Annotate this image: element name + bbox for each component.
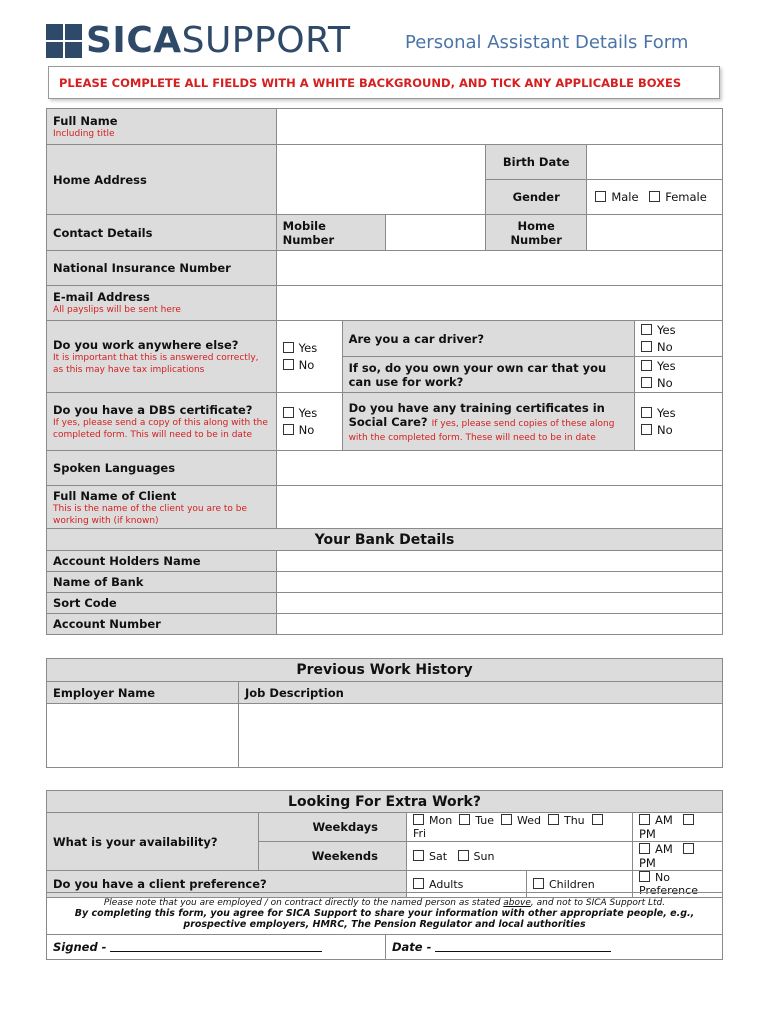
wed-checkbox[interactable]: Wed xyxy=(501,814,541,827)
sun-checkbox[interactable]: Sun xyxy=(458,850,495,863)
thu-checkbox[interactable]: Thu xyxy=(548,814,585,827)
checkbox-icon xyxy=(649,191,660,202)
checkbox-icon xyxy=(283,342,294,353)
checkbox-icon xyxy=(641,324,652,335)
declaration-text xyxy=(47,893,723,935)
email-field[interactable] xyxy=(276,286,722,321)
checkbox-icon xyxy=(641,360,652,371)
bank-name-label: Name of Bank xyxy=(47,572,277,593)
work-history-heading: Previous Work History xyxy=(47,659,723,682)
work-elsewhere-options xyxy=(276,321,342,393)
account-number-field[interactable] xyxy=(277,614,723,635)
training-label: Do you have any training certificates in Social Care? If yes, please send copies of these along with the completed form. These will need to be in date xyxy=(342,393,634,451)
checkbox-icon xyxy=(641,341,652,352)
page-title: Personal Assistant Details Form xyxy=(405,32,689,53)
no-preference-checkbox[interactable]: No Preference xyxy=(639,871,698,897)
logo: SICASUPPORT xyxy=(86,20,351,61)
declaration-table xyxy=(46,892,723,960)
car-driver-yes-checkbox[interactable]: Yes xyxy=(641,322,716,339)
work-elsewhere-yes-checkbox[interactable]: Yes xyxy=(283,340,336,357)
checkbox-icon xyxy=(283,407,294,418)
checkbox-icon xyxy=(283,424,294,435)
personal-details-table xyxy=(46,108,723,530)
checkbox-icon xyxy=(639,843,650,854)
training-yes-checkbox[interactable]: Yes xyxy=(641,405,716,422)
mobile-number-label: Mobile Number xyxy=(276,215,386,251)
weekends-label: Weekends xyxy=(259,842,407,871)
checkbox-icon xyxy=(639,814,650,825)
adults-checkbox[interactable]: Adults xyxy=(413,878,463,891)
account-holder-label: Account Holders Name xyxy=(47,551,277,572)
checkbox-icon xyxy=(548,814,559,825)
job-description-field[interactable] xyxy=(239,704,723,768)
car-driver-label: Are you a car driver? xyxy=(342,321,634,357)
checkbox-icon xyxy=(641,424,652,435)
dbs-options xyxy=(276,393,342,451)
checkbox-icon xyxy=(533,878,544,889)
mobile-number-field[interactable] xyxy=(386,215,486,251)
bank-name-field[interactable] xyxy=(277,572,723,593)
training-no-checkbox[interactable]: No xyxy=(641,422,716,439)
children-checkbox[interactable]: Children xyxy=(533,878,595,891)
work-history-table xyxy=(46,658,723,768)
contact-details-label: Contact Details xyxy=(47,215,277,251)
date-line xyxy=(435,941,611,952)
weekdays-pm-checkbox[interactable]: PM xyxy=(639,813,699,841)
birth-date-field[interactable] xyxy=(587,145,723,180)
sort-code-label: Sort Code xyxy=(47,593,277,614)
work-elsewhere-no-checkbox[interactable]: No xyxy=(283,357,336,374)
own-car-options xyxy=(635,357,723,393)
checkbox-icon xyxy=(683,814,694,825)
logo-icon xyxy=(46,24,82,58)
employer-name-field[interactable] xyxy=(47,704,239,768)
home-address-field[interactable] xyxy=(276,145,486,215)
employment-note: Please note that you are employed / on contract directly to the named person as stated above, and not to SICA Support Ltd. xyxy=(103,897,666,908)
date-field[interactable]: Date - xyxy=(386,935,723,960)
weekends-pm-checkbox[interactable]: PM xyxy=(639,842,699,870)
consent-note: By completing this form, you agree for SICA Support to share your information with other appropriate people, e.g., prospective employers, HMRC, The Pension Regulator and local authorities xyxy=(74,907,695,930)
weekdays-label: Weekdays xyxy=(259,813,407,842)
bank-details-heading: Your Bank Details xyxy=(47,529,723,551)
checkbox-icon xyxy=(459,814,470,825)
own-car-yes-checkbox[interactable]: Yes xyxy=(641,358,716,375)
home-number-label: Home Number xyxy=(486,215,587,251)
languages-field[interactable] xyxy=(276,451,722,486)
sort-code-field[interactable] xyxy=(277,593,723,614)
account-holder-field[interactable] xyxy=(277,551,723,572)
dbs-no-checkbox[interactable]: No xyxy=(283,422,336,439)
client-preference-label: Do you have a client preference? xyxy=(47,871,407,898)
extra-work-table xyxy=(46,790,723,898)
employer-name-label: Employer Name xyxy=(47,682,239,704)
checkbox-icon xyxy=(458,850,469,861)
checkbox-icon xyxy=(283,359,294,370)
extra-work-heading: Looking For Extra Work? xyxy=(47,791,723,813)
ni-number-field[interactable] xyxy=(276,251,722,286)
dbs-label: Do you have a DBS certificate? If yes, please send a copy of this along with the completed form. This will need to be in date xyxy=(47,393,277,451)
car-driver-options xyxy=(635,321,723,357)
checkbox-icon xyxy=(413,850,424,861)
checkbox-icon xyxy=(413,814,424,825)
email-label: E-mail Address All payslips will be sent here xyxy=(47,286,277,321)
tue-checkbox[interactable]: Tue xyxy=(459,814,494,827)
weekends-am-checkbox[interactable]: AM xyxy=(639,842,673,856)
training-options xyxy=(635,393,723,451)
languages-label: Spoken Languages xyxy=(47,451,277,486)
bank-details-table xyxy=(46,528,723,635)
availability-label: What is your availability? xyxy=(47,813,259,871)
birth-date-label: Birth Date xyxy=(486,145,587,180)
checkbox-icon xyxy=(595,191,606,202)
full-name-label: Full Name Including title xyxy=(47,109,277,145)
fri-checkbox[interactable]: Fri xyxy=(413,814,608,840)
checkbox-icon xyxy=(639,871,650,882)
account-number-label: Account Number xyxy=(47,614,277,635)
full-name-field[interactable] xyxy=(276,109,722,145)
instruction-banner: PLEASE COMPLETE ALL FIELDS WITH A WHITE BACKGROUND, AND TICK ANY APPLICABLE BOXES xyxy=(48,66,720,99)
checkbox-icon xyxy=(501,814,512,825)
checkbox-icon xyxy=(592,814,603,825)
checkbox-icon xyxy=(641,407,652,418)
car-driver-no-checkbox[interactable]: No xyxy=(641,339,716,356)
client-name-label: Full Name of Client This is the name of the client you are to be working with (if known) xyxy=(47,486,277,530)
dbs-yes-checkbox[interactable]: Yes xyxy=(283,405,336,422)
checkbox-icon xyxy=(413,878,424,889)
home-address-label: Home Address xyxy=(47,145,277,215)
gender-male-checkbox[interactable]: Male xyxy=(595,190,638,204)
work-elsewhere-label: Do you work anywhere else? It is important that this is answered correctly, as this may have tax implications xyxy=(47,321,277,393)
job-description-label: Job Description xyxy=(239,682,723,704)
own-car-label: If so, do you own your own car that you can use for work? xyxy=(342,357,634,393)
client-name-field[interactable] xyxy=(276,486,722,530)
home-number-field[interactable] xyxy=(587,215,723,251)
checkbox-icon xyxy=(641,377,652,388)
ni-number-label: National Insurance Number xyxy=(47,251,277,286)
gender-label: Gender xyxy=(486,180,587,215)
gender-female-checkbox[interactable]: Female xyxy=(649,190,707,204)
sat-checkbox[interactable]: Sat xyxy=(413,850,447,863)
own-car-no-checkbox[interactable]: No xyxy=(641,375,716,392)
checkbox-icon xyxy=(683,843,694,854)
signature-field[interactable]: Signed - xyxy=(47,935,386,960)
signature-line xyxy=(110,941,322,952)
mon-checkbox[interactable]: Mon xyxy=(413,814,452,827)
weekdays-am-checkbox[interactable]: AM xyxy=(639,813,673,827)
